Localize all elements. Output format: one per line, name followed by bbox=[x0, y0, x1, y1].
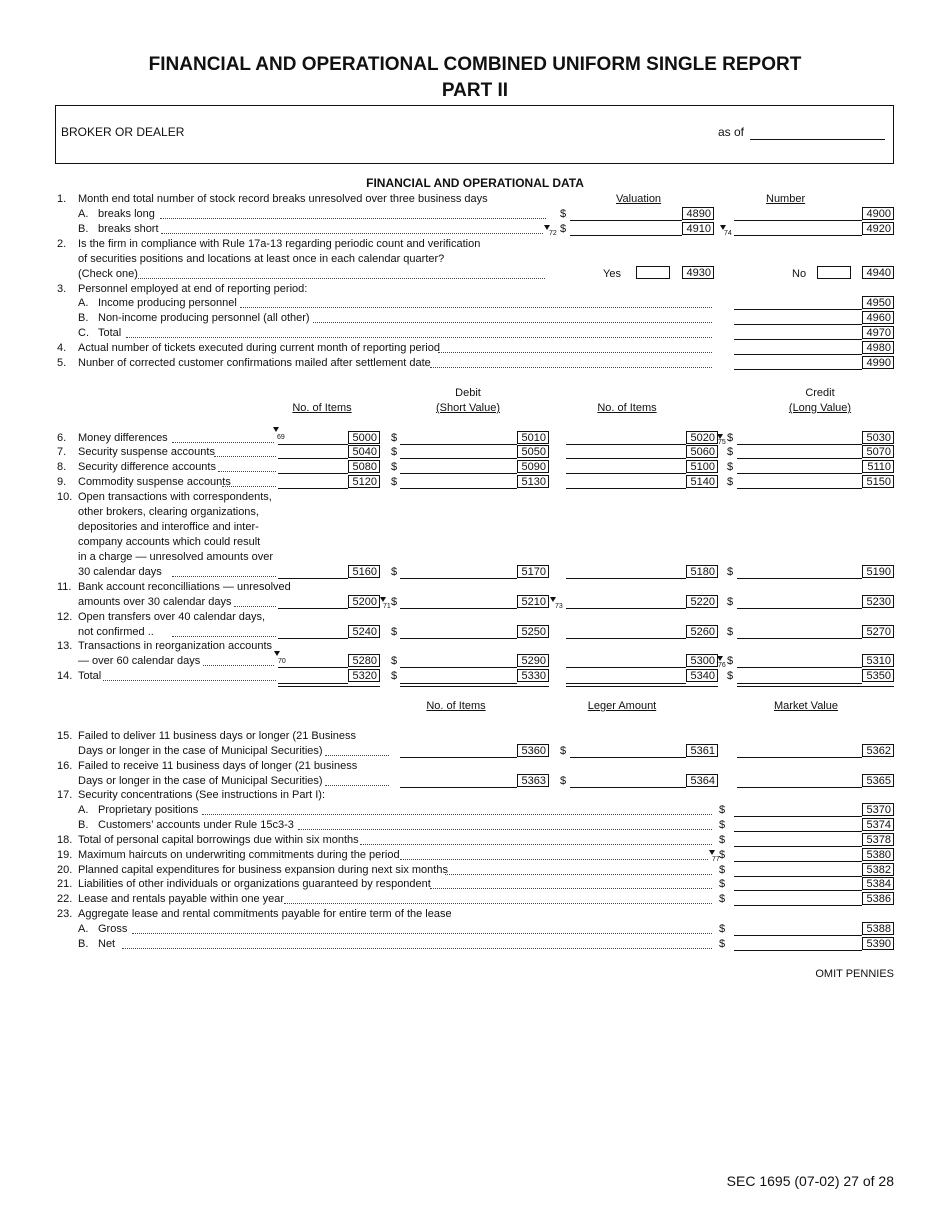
marker-number: 70 bbox=[278, 658, 286, 665]
no-items-field[interactable] bbox=[278, 458, 348, 459]
code-5050: 5050 bbox=[517, 445, 549, 458]
dollar-sign: $ bbox=[391, 461, 398, 473]
code-5382: 5382 bbox=[862, 863, 894, 876]
market-field[interactable] bbox=[737, 787, 862, 788]
credit-field[interactable] bbox=[737, 473, 862, 474]
market-field[interactable] bbox=[737, 757, 862, 758]
code-5320: 5320 bbox=[348, 669, 380, 682]
row-11-text: Bank account reconcilliations — unresolved bbox=[78, 581, 291, 593]
no-label: No bbox=[792, 268, 807, 280]
dollar-sign: $ bbox=[719, 878, 726, 890]
no-items-header-1: No. of Items bbox=[292, 402, 352, 414]
item-number: 22. bbox=[57, 893, 73, 905]
row-20-text: Planned capital expenditures for business expansion during next six months bbox=[78, 864, 448, 876]
leader-dots bbox=[161, 232, 543, 234]
dollar-sign: $ bbox=[391, 446, 398, 458]
dollar-sign: $ bbox=[727, 461, 734, 473]
debit-field[interactable] bbox=[400, 488, 517, 489]
leger-field[interactable] bbox=[570, 787, 686, 788]
code-5370: 5370 bbox=[862, 803, 894, 816]
double-rule bbox=[737, 686, 894, 687]
item-number: 11. bbox=[57, 581, 72, 593]
row-18-text: Total of personal capital borrowings due within six months bbox=[78, 834, 359, 846]
code-5260: 5260 bbox=[686, 625, 718, 638]
code-5150: 5150 bbox=[862, 475, 894, 488]
dollar-sign: $ bbox=[560, 775, 567, 787]
dollar-sign: $ bbox=[719, 923, 726, 935]
dollar-sign: $ bbox=[391, 476, 398, 488]
code-5020: 5020 bbox=[686, 431, 718, 444]
leger-field[interactable] bbox=[570, 757, 686, 758]
item-number: 1. bbox=[57, 193, 67, 205]
code-5350: 5350 bbox=[862, 669, 894, 682]
item-number: 6. bbox=[57, 432, 67, 444]
leader-dots bbox=[313, 321, 712, 323]
item-number: 14. bbox=[57, 670, 73, 682]
sub-letter: A. bbox=[78, 804, 89, 816]
code-5070: 5070 bbox=[862, 445, 894, 458]
code-5363: 5363 bbox=[517, 774, 549, 787]
item-3b-text: Non-income producing personnel (all other) bbox=[98, 312, 310, 324]
amount-field[interactable] bbox=[734, 890, 862, 891]
code-5220: 5220 bbox=[686, 595, 718, 608]
leader-dots bbox=[400, 858, 708, 860]
code-4960: 4960 bbox=[862, 311, 894, 324]
item-4-text: Actual number of tickets executed during current month of reporting period bbox=[78, 342, 440, 354]
item-1-text: Month end total number of stock record breaks unresolved over three business days bbox=[78, 193, 488, 205]
yes-checkbox[interactable] bbox=[636, 266, 670, 279]
leader-dots bbox=[325, 784, 389, 786]
dollar-sign: $ bbox=[727, 446, 734, 458]
credit-field[interactable] bbox=[737, 458, 862, 459]
leader-dots bbox=[214, 455, 276, 457]
debit-field[interactable] bbox=[400, 444, 517, 445]
omit-pennies-note: OMIT PENNIES bbox=[815, 968, 894, 980]
code-4910: 4910 bbox=[682, 222, 714, 235]
code-5330: 5330 bbox=[517, 669, 549, 682]
marker-number: 74 bbox=[724, 230, 732, 237]
leader-dots bbox=[430, 366, 712, 368]
no-items-field[interactable] bbox=[278, 578, 348, 579]
code-5000: 5000 bbox=[348, 431, 380, 444]
item-number: 16. bbox=[57, 760, 73, 772]
leader-dots bbox=[445, 873, 712, 875]
item-number: 5. bbox=[57, 357, 67, 369]
item-number: 20. bbox=[57, 864, 73, 876]
sub-letter: B. bbox=[78, 223, 89, 235]
dollar-sign: $ bbox=[719, 819, 726, 831]
number-header: Number bbox=[766, 193, 806, 205]
total-field[interactable] bbox=[278, 683, 348, 684]
code-5200: 5200 bbox=[348, 595, 380, 608]
code-5130: 5130 bbox=[517, 475, 549, 488]
form-footer: SEC 1695 (07-02) 27 of 28 bbox=[726, 1173, 894, 1189]
number-field[interactable] bbox=[734, 369, 862, 370]
dollar-sign: $ bbox=[727, 596, 734, 608]
row-16-text: Failed to receive 11 business days of longer (21 business bbox=[78, 760, 358, 772]
item-number: 12. bbox=[57, 611, 73, 623]
amount-field[interactable] bbox=[734, 861, 862, 862]
page-title: FINANCIAL AND OPERATIONAL COMBINED UNIFORM SINGLE REPORT bbox=[148, 54, 802, 75]
code-5250: 5250 bbox=[517, 625, 549, 638]
code-5378: 5378 bbox=[862, 833, 894, 846]
row-6-text: Money differences bbox=[78, 432, 168, 444]
code-5110: 5110 bbox=[862, 460, 894, 473]
dollar-sign: $ bbox=[391, 626, 398, 638]
marker-number: 77 bbox=[712, 856, 720, 863]
no-items-header-3: No. of Items bbox=[426, 700, 486, 712]
sub-letter: B. bbox=[78, 312, 89, 324]
dollar-sign: $ bbox=[727, 655, 734, 667]
number-field[interactable] bbox=[734, 309, 862, 310]
sub-letter: C. bbox=[78, 327, 89, 339]
code-5374: 5374 bbox=[862, 818, 894, 831]
item-number: 18. bbox=[57, 834, 73, 846]
row-9-text: Commodity suspense accounts bbox=[78, 476, 231, 488]
row-12-text: Open transfers over 40 calendar days, bbox=[78, 611, 266, 623]
leader-dots bbox=[234, 605, 276, 607]
dollar-sign: $ bbox=[719, 893, 726, 905]
item-5-text: Nunber of corrected customer confirmations mailed after settlement date bbox=[78, 357, 431, 369]
amount-field[interactable] bbox=[734, 846, 862, 847]
as-of-field[interactable] bbox=[750, 139, 885, 140]
dollar-sign: $ bbox=[719, 834, 726, 846]
double-rule bbox=[400, 686, 549, 687]
section-title: FINANCIAL AND OPERATIONAL DATA bbox=[366, 176, 584, 190]
code-4950: 4950 bbox=[862, 296, 894, 309]
code-5364: 5364 bbox=[686, 774, 718, 787]
item-number: 15. bbox=[57, 730, 73, 742]
as-of-label: as of bbox=[718, 125, 745, 139]
code-5030: 5030 bbox=[862, 431, 894, 444]
amount-field[interactable] bbox=[734, 935, 862, 936]
sub-letter: B. bbox=[78, 819, 89, 831]
code-4890: 4890 bbox=[682, 207, 714, 220]
marker-triangle-icon bbox=[274, 651, 280, 656]
no-items-field[interactable] bbox=[566, 667, 686, 668]
code-5340: 5340 bbox=[686, 669, 718, 682]
code-5140: 5140 bbox=[686, 475, 718, 488]
marker-number: 75 bbox=[718, 439, 726, 446]
no-items-field[interactable] bbox=[278, 667, 348, 668]
row-8-text: Security difference accounts bbox=[78, 461, 216, 473]
item-number: 19. bbox=[57, 849, 73, 861]
code-4940: 4940 bbox=[862, 266, 894, 279]
item-number: 8. bbox=[57, 461, 67, 473]
total-field[interactable] bbox=[400, 683, 517, 684]
dollar-sign: $ bbox=[391, 596, 398, 608]
no-items-field[interactable] bbox=[566, 488, 686, 489]
row-13-text: — over 60 calendar days bbox=[78, 655, 201, 667]
code-4980: 4980 bbox=[862, 341, 894, 354]
no-items-header-2: No. of Items bbox=[597, 402, 657, 414]
debit-field[interactable] bbox=[400, 608, 517, 609]
leader-dots bbox=[122, 947, 712, 949]
item-2-text: Is the firm in compliance with Rule 17a-13 regarding periodic count and verification bbox=[78, 238, 481, 250]
code-5170: 5170 bbox=[517, 565, 549, 578]
short-value-header: (Short Value) bbox=[436, 402, 500, 414]
row-12-text: not confirmed .. bbox=[78, 626, 154, 638]
item-number: 21. bbox=[57, 878, 73, 890]
leader-dots bbox=[172, 575, 276, 577]
leger-amount-header: Leger Amount bbox=[587, 700, 657, 712]
item-2-text: (Check one) bbox=[78, 268, 138, 280]
code-5280: 5280 bbox=[348, 654, 380, 667]
credit-field[interactable] bbox=[737, 608, 862, 609]
row-10-text: 30 calendar days bbox=[78, 566, 162, 578]
debit-field[interactable] bbox=[400, 667, 517, 668]
debit-header: Debit bbox=[455, 387, 481, 399]
marker-triangle-icon bbox=[550, 597, 556, 602]
amount-field[interactable] bbox=[734, 876, 862, 877]
dollar-sign: $ bbox=[727, 566, 734, 578]
marker-triangle-icon bbox=[273, 427, 279, 432]
long-value-header: (Long Value) bbox=[788, 402, 852, 414]
double-rule bbox=[278, 686, 380, 687]
no-items-field[interactable] bbox=[566, 458, 686, 459]
code-5360: 5360 bbox=[517, 744, 549, 757]
amount-field[interactable] bbox=[734, 950, 862, 951]
dollar-sign: $ bbox=[391, 655, 398, 667]
code-5210: 5210 bbox=[517, 595, 549, 608]
row-11-text: amounts over 30 calendar days bbox=[78, 596, 232, 608]
item-1a-text: breaks long bbox=[98, 208, 155, 220]
no-items-field[interactable] bbox=[278, 444, 348, 445]
credit-field[interactable] bbox=[737, 578, 862, 579]
dollar-sign: $ bbox=[391, 432, 398, 444]
code-5120: 5120 bbox=[348, 475, 380, 488]
leader-dots bbox=[160, 217, 546, 219]
row-15-text: Days or longer in the case of Municipal Securities) bbox=[78, 745, 323, 757]
row-13-text: Transactions in reorganization accounts bbox=[78, 640, 273, 652]
valuation-field[interactable] bbox=[570, 220, 682, 221]
leader-dots bbox=[172, 441, 274, 443]
leader-dots bbox=[132, 932, 712, 934]
row-23b-text: Net bbox=[98, 938, 116, 950]
code-5040: 5040 bbox=[348, 445, 380, 458]
sub-letter: A. bbox=[78, 297, 89, 309]
credit-field[interactable] bbox=[737, 667, 862, 668]
marker-number: 73 bbox=[555, 603, 563, 610]
no-items-field[interactable] bbox=[566, 608, 686, 609]
debit-field[interactable] bbox=[400, 638, 517, 639]
dollar-sign: $ bbox=[391, 670, 398, 682]
dollar-sign: $ bbox=[719, 864, 726, 876]
amount-field[interactable] bbox=[734, 816, 862, 817]
code-5270: 5270 bbox=[862, 625, 894, 638]
no-items-field[interactable] bbox=[566, 444, 686, 445]
code-5365: 5365 bbox=[862, 774, 894, 787]
no-items-field[interactable] bbox=[566, 473, 686, 474]
code-5290: 5290 bbox=[517, 654, 549, 667]
row-10-text: company accounts which could result bbox=[78, 536, 261, 548]
leader-dots bbox=[203, 664, 274, 666]
item-3c-text: Total bbox=[98, 327, 122, 339]
row-17-text: Security concentrations (See instructions in Part I): bbox=[78, 789, 325, 801]
marker-number: 69 bbox=[277, 434, 285, 441]
code-4930: 4930 bbox=[682, 266, 714, 279]
no-items-field[interactable] bbox=[278, 473, 348, 474]
number-field[interactable] bbox=[734, 220, 862, 221]
item-3a-text: Income producing personnel bbox=[98, 297, 237, 309]
marker-number: 71 bbox=[383, 603, 391, 610]
no-items-field[interactable] bbox=[566, 638, 686, 639]
dollar-sign: $ bbox=[727, 670, 734, 682]
leader-dots bbox=[430, 887, 712, 889]
debit-field[interactable] bbox=[400, 458, 517, 459]
marker-triangle-icon bbox=[717, 656, 723, 661]
dollar-sign: $ bbox=[560, 208, 567, 220]
code-5190: 5190 bbox=[862, 565, 894, 578]
marker-number: 76 bbox=[718, 662, 726, 669]
row-21-text: Liabilities of other individuals or organizations guaranteed by respondent bbox=[78, 878, 431, 890]
no-items-field[interactable] bbox=[400, 757, 517, 758]
leader-dots bbox=[202, 813, 712, 815]
no-items-field[interactable] bbox=[278, 638, 348, 639]
code-5361: 5361 bbox=[686, 744, 718, 757]
code-5390: 5390 bbox=[862, 937, 894, 950]
number-field[interactable] bbox=[734, 324, 862, 325]
dollar-sign: $ bbox=[560, 223, 567, 235]
item-number: 13. bbox=[57, 640, 73, 652]
total-field[interactable] bbox=[737, 683, 862, 684]
row-10-text: Open transactions with correspondents, bbox=[78, 491, 272, 503]
leader-dots bbox=[284, 902, 712, 904]
item-number: 10. bbox=[57, 491, 73, 503]
valuation-header: Valuation bbox=[616, 193, 662, 205]
total-field[interactable] bbox=[566, 683, 686, 684]
no-items-field[interactable] bbox=[566, 578, 686, 579]
leader-dots bbox=[103, 679, 276, 681]
no-items-field[interactable] bbox=[278, 488, 348, 489]
row-14-text: Total bbox=[78, 670, 102, 682]
code-4900: 4900 bbox=[862, 207, 894, 220]
dollar-sign: $ bbox=[719, 804, 726, 816]
item-number: 2. bbox=[57, 238, 67, 250]
row-23-text: Aggregate lease and rental commitments payable for entire term of the lease bbox=[78, 908, 452, 920]
credit-field[interactable] bbox=[737, 488, 862, 489]
row-10-text: depositories and interoffice and inter- bbox=[78, 521, 259, 533]
dollar-sign: $ bbox=[719, 938, 726, 950]
market-value-header: Market Value bbox=[774, 700, 838, 712]
row-10-text: other brokers, clearing organizations, bbox=[78, 506, 259, 518]
no-checkbox[interactable] bbox=[817, 266, 851, 279]
amount-field[interactable] bbox=[734, 905, 862, 906]
dollar-sign: $ bbox=[719, 849, 726, 861]
row-7-text: Security suspense accounts bbox=[78, 446, 215, 458]
row-15-text: Failed to deliver 11 business days or longer (21 Business bbox=[78, 730, 357, 742]
code-4990: 4990 bbox=[862, 356, 894, 369]
dollar-sign: $ bbox=[727, 476, 734, 488]
leader-dots bbox=[126, 336, 712, 338]
dollar-sign: $ bbox=[727, 626, 734, 638]
code-5100: 5100 bbox=[686, 460, 718, 473]
sub-letter: A. bbox=[78, 208, 89, 220]
sub-letter: B. bbox=[78, 938, 89, 950]
row-16-text: Days or longer in the case of Municipal Securities) bbox=[78, 775, 323, 787]
page-subtitle: PART II bbox=[441, 80, 509, 101]
leader-dots bbox=[172, 635, 276, 637]
code-5380: 5380 bbox=[862, 848, 894, 861]
amount-field[interactable] bbox=[734, 831, 862, 832]
debit-field[interactable] bbox=[400, 473, 517, 474]
row-22-text: Lease and rentals payable within one year bbox=[78, 893, 285, 905]
code-5230: 5230 bbox=[862, 595, 894, 608]
marker-triangle-icon bbox=[709, 850, 715, 855]
code-4920: 4920 bbox=[862, 222, 894, 235]
item-2-text: of securities positions and locations at least once in each calendar quarter? bbox=[78, 253, 445, 265]
number-field[interactable] bbox=[734, 354, 862, 355]
row-17b-text: Customers’ accounts under Rule 15c3-3 bbox=[98, 819, 294, 831]
dollar-sign: $ bbox=[727, 432, 734, 444]
row-17a-text: Proprietary positions bbox=[98, 804, 199, 816]
credit-field[interactable] bbox=[737, 638, 862, 639]
no-items-field[interactable] bbox=[400, 787, 517, 788]
code-5090: 5090 bbox=[517, 460, 549, 473]
double-rule bbox=[566, 686, 718, 687]
row-10-text: in a charge — unresolved amounts over bbox=[78, 551, 274, 563]
leader-dots bbox=[325, 754, 389, 756]
item-number: 3. bbox=[57, 283, 67, 295]
marker-triangle-icon bbox=[380, 597, 386, 602]
dollar-sign: $ bbox=[560, 745, 567, 757]
broker-label: BROKER OR DEALER bbox=[61, 125, 185, 139]
row-23a-text: Gross bbox=[98, 923, 128, 935]
valuation-field[interactable] bbox=[570, 235, 682, 236]
leader-dots bbox=[438, 351, 712, 353]
number-field[interactable] bbox=[734, 235, 862, 236]
code-5300: 5300 bbox=[686, 654, 718, 667]
credit-header: Credit bbox=[805, 387, 835, 399]
code-5060: 5060 bbox=[686, 445, 718, 458]
code-5180: 5180 bbox=[686, 565, 718, 578]
leader-dots bbox=[298, 828, 712, 830]
no-items-field[interactable] bbox=[278, 608, 348, 609]
leader-dots bbox=[218, 470, 276, 472]
credit-field[interactable] bbox=[737, 444, 862, 445]
code-5384: 5384 bbox=[862, 877, 894, 890]
marker-number: 72 bbox=[549, 230, 557, 237]
code-5160: 5160 bbox=[348, 565, 380, 578]
code-5080: 5080 bbox=[348, 460, 380, 473]
item-3-text: Personnel employed at end of reporting period: bbox=[78, 283, 308, 295]
item-number: 17. bbox=[57, 789, 73, 801]
debit-field[interactable] bbox=[400, 578, 517, 579]
item-number: 23. bbox=[57, 908, 73, 920]
sub-letter: A. bbox=[78, 923, 89, 935]
leader-dots bbox=[222, 485, 276, 487]
code-5388: 5388 bbox=[862, 922, 894, 935]
item-number: 4. bbox=[57, 342, 67, 354]
item-number: 9. bbox=[57, 476, 67, 488]
code-4970: 4970 bbox=[862, 326, 894, 339]
code-5240: 5240 bbox=[348, 625, 380, 638]
row-19-text: Maximum haircuts on underwriting commitments during the period bbox=[78, 849, 400, 861]
yes-label: Yes bbox=[603, 268, 621, 280]
leader-dots bbox=[360, 843, 712, 845]
number-field[interactable] bbox=[734, 339, 862, 340]
code-5386: 5386 bbox=[862, 892, 894, 905]
leader-dots bbox=[240, 306, 712, 308]
code-5310: 5310 bbox=[862, 654, 894, 667]
dollar-sign: $ bbox=[391, 566, 398, 578]
code-5010: 5010 bbox=[517, 431, 549, 444]
code-5362: 5362 bbox=[862, 744, 894, 757]
item-number: 7. bbox=[57, 446, 67, 458]
leader-dots bbox=[138, 277, 545, 279]
item-1b-text: breaks short bbox=[98, 223, 159, 235]
